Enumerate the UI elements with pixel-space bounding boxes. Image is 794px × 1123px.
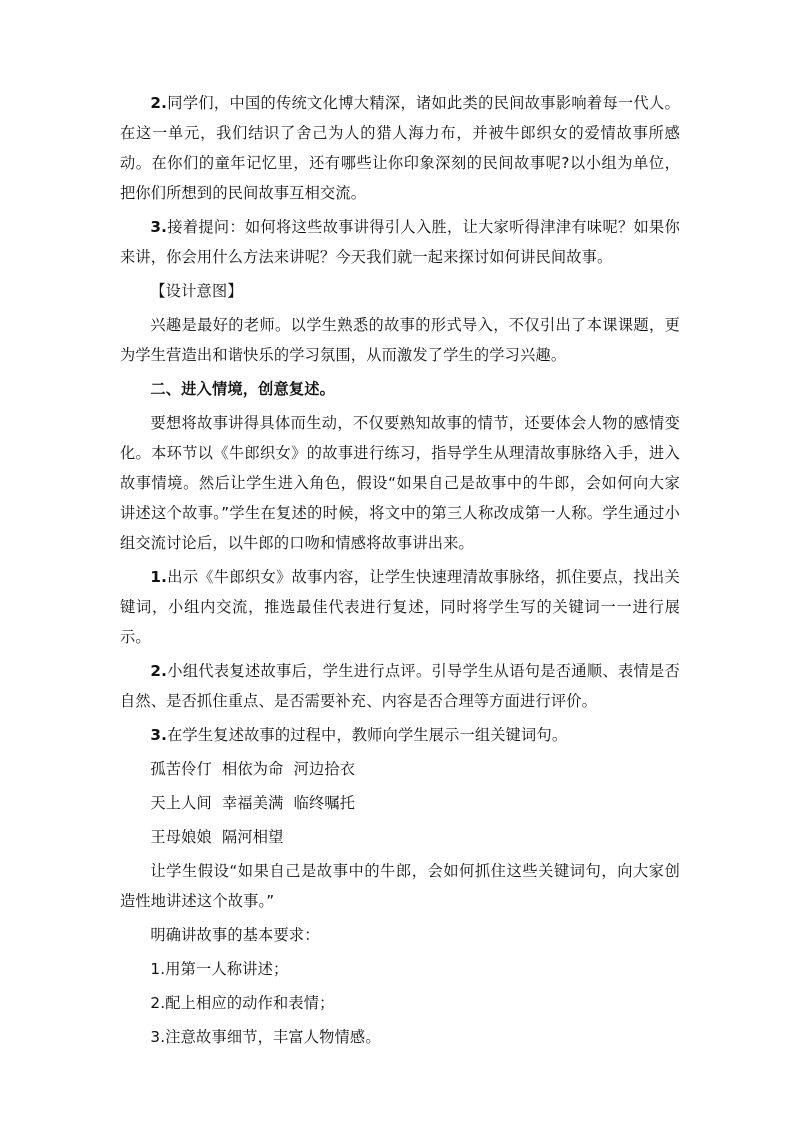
step-3 xyxy=(120,720,680,750)
step-1 xyxy=(120,562,680,652)
hypothesis-paragraph: 让学生假设“如果自己是故事中的牛郎，会如何抓住这些关键词句，向大家创造性地讲述这个故事。” xyxy=(120,862,680,910)
paragraph-text: 小组代表复述故事后，学生进行点评。引导学生从语句是否通顺、表情是否自然、是否抓住重点、是否需要补充、内容是否合理等方面进行评价。 xyxy=(120,662,680,710)
section-intro: 要想将故事讲得具体而生动，不仅要熟知故事的情节，还要体会人物的感情变化。本环节以《牛郎织女》的故事进行练习，指导学生从理清故事脉络入手，进入故事情境。然后让学生进入角色，假设“如果自己是故事中的牛郎，会如何向大家讲述这个故事。”学生在复述的时候，将文中的第三人称改成第一人称。学生通过小组交流讨论后，以牛郎的口吻和情感将故事讲出来。 xyxy=(120,414,680,552)
paragraph-text: 同学们，中国的传统文化博大精深，诸如此类的民间故事影响着每一代人。在这一单元，我们结识了舍己为人的猎人海力布，并被牛郎织女的爱情故事所感动。在你们的童年记忆里，还有哪些让你印象深刻的民间故事呢?以小组为单位，把你们所想到的民间故事互相交流。 xyxy=(120,94,680,202)
design-intent-text: 兴趣是最好的老师。以学生熟悉的故事的形式导入，不仅引出了本课课题，更为学生营造出和谐快乐的学习氛围，从而激发了学生的学习兴趣。 xyxy=(120,316,680,364)
paragraph-number: 2. xyxy=(150,94,168,112)
paragraph-intro-2 xyxy=(120,88,680,208)
paragraph-text: 出示《牛郎织女》故事内容，让学生快速理清故事脉络，抓住要点，找出关键词，小组内交流，推选最佳代表进行复述，同时将学生写的关键词一一进行展示。 xyxy=(120,568,680,646)
requirement-item: 2.配上相应的动作和表情； xyxy=(150,994,335,1012)
design-intent-label: 【设计意图】 xyxy=(150,282,243,300)
requirement-item: 3.注意故事细节，丰富人物情感。 xyxy=(150,1028,381,1046)
paragraph-number: 3. xyxy=(150,726,168,744)
keywords-line-3: 王母娘娘 隔河相望 xyxy=(150,828,284,846)
paragraph-text: 接着提问：如何将这些故事讲得引人入胜，让大家听得津津有味呢？如果你来讲，你会用什么方法来讲呢？今天我们就一起来探讨如何讲民间故事。 xyxy=(120,218,680,266)
requirement-item: 1.用第一人称讲述； xyxy=(150,960,289,978)
section-heading: 二、进入情境，创意复述。 xyxy=(150,380,336,398)
paragraph-number: 1. xyxy=(150,568,168,586)
keywords-line-2: 天上人间 幸福美满 临终嘱托 xyxy=(150,794,356,812)
keywords-line-1: 孤苦伶仃 相依为命 河边拾衣 xyxy=(150,760,356,778)
paragraph-number: 2. xyxy=(150,662,168,680)
step-2 xyxy=(120,656,680,716)
requirements-heading: 明确讲故事的基本要求： xyxy=(150,926,320,944)
paragraph-intro-3 xyxy=(120,212,680,272)
paragraph-number: 3. xyxy=(150,218,168,236)
paragraph-text: 在学生复述故事的过程中，教师向学生展示一组关键词句。 xyxy=(167,726,568,744)
document-body xyxy=(120,88,680,1056)
